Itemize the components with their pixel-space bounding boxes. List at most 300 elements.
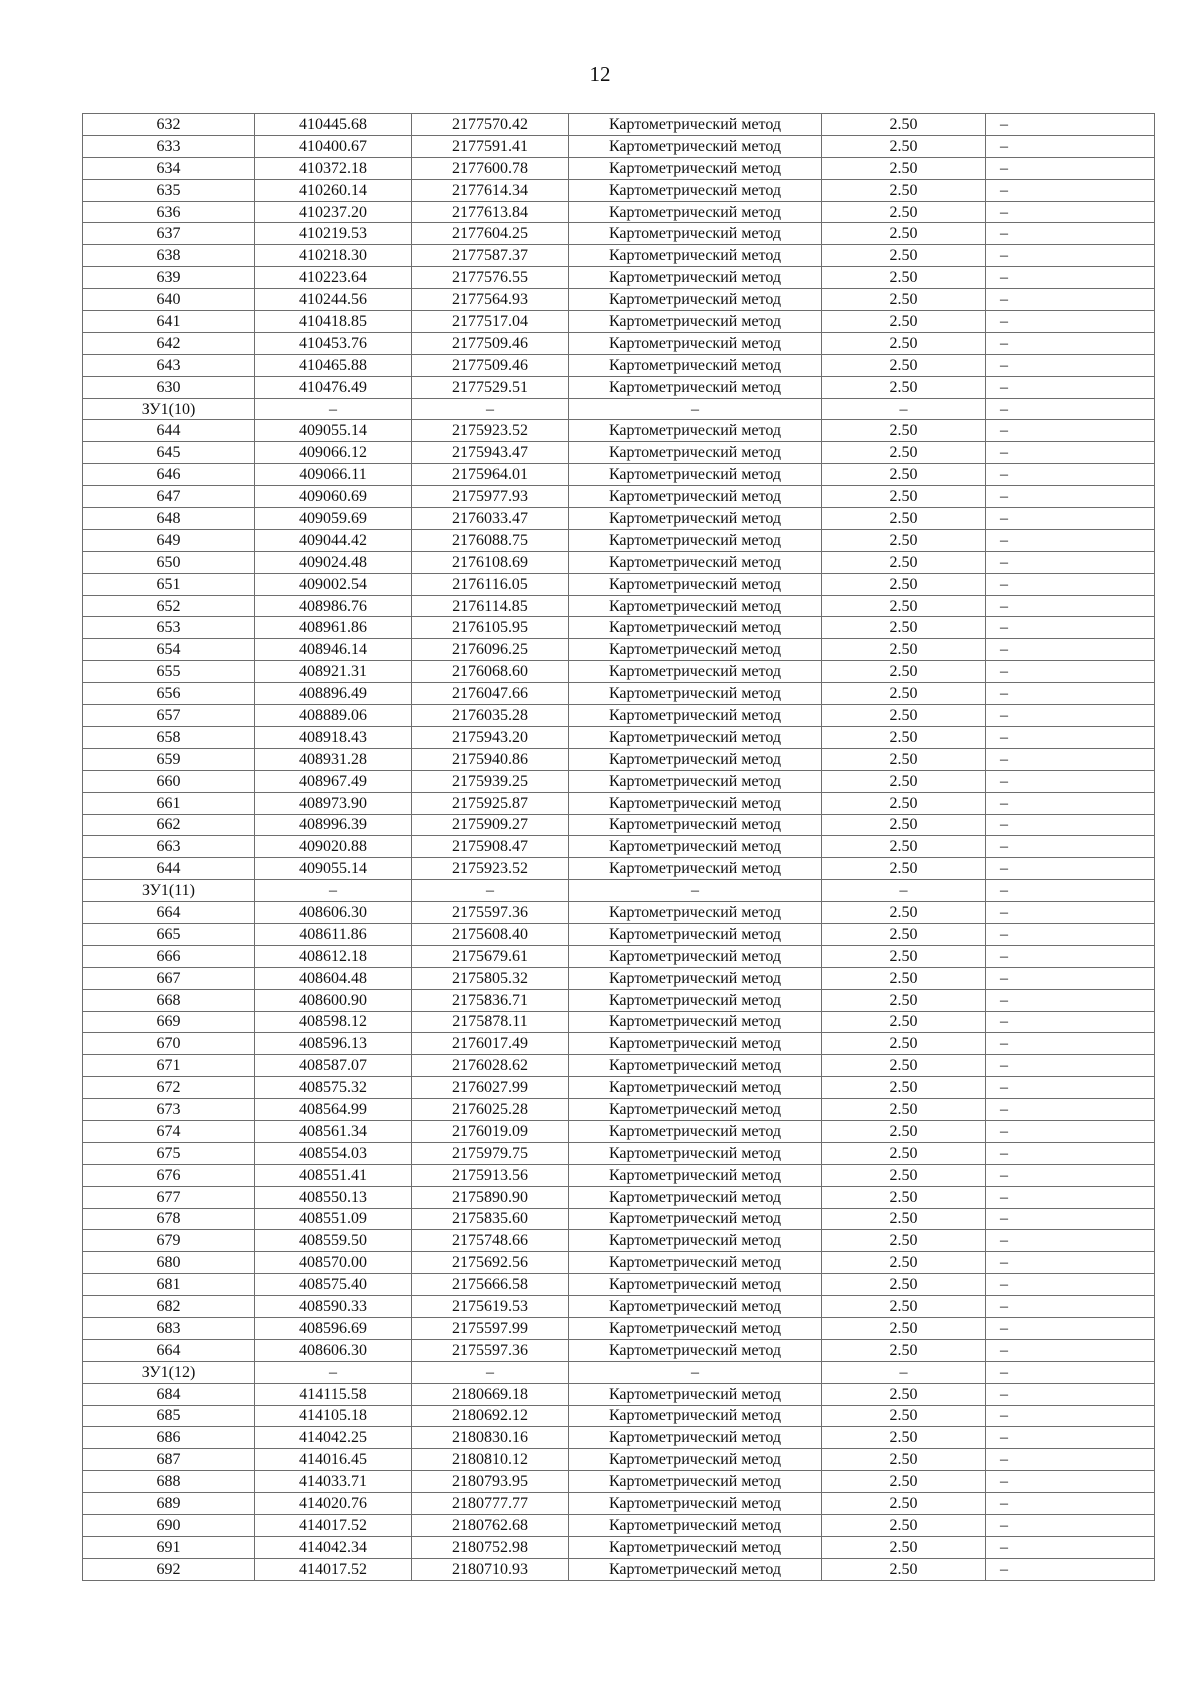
table-row: [83, 748, 1155, 770]
point-number-cell: 649: [83, 529, 255, 551]
note-cell: –: [986, 201, 1155, 223]
y-cell: 2175608.40: [412, 923, 569, 945]
accuracy-cell: 2.50: [822, 1230, 986, 1252]
point-number-cell: 677: [83, 1186, 255, 1208]
y-cell: –: [412, 880, 569, 902]
x-cell: 410445.68: [255, 114, 412, 136]
y-cell: 2177564.93: [412, 289, 569, 311]
accuracy-cell: 2.50: [822, 289, 986, 311]
accuracy-cell: 2.50: [822, 836, 986, 858]
method-cell: Картометрический метод: [569, 114, 822, 136]
method-cell: Картометрический метод: [569, 1099, 822, 1121]
accuracy-cell: 2.50: [822, 792, 986, 814]
method-cell: Картометрический метод: [569, 1164, 822, 1186]
accuracy-cell: 2.50: [822, 332, 986, 354]
table-row: [83, 289, 1155, 311]
method-cell: Картометрический метод: [569, 1405, 822, 1427]
x-cell: 408946.14: [255, 639, 412, 661]
note-cell: –: [986, 1208, 1155, 1230]
method-cell: Картометрический метод: [569, 551, 822, 573]
x-cell: 409002.54: [255, 573, 412, 595]
y-cell: 2176027.99: [412, 1077, 569, 1099]
y-cell: 2180830.16: [412, 1427, 569, 1449]
accuracy-cell: 2.50: [822, 464, 986, 486]
method-cell: Картометрический метод: [569, 245, 822, 267]
note-cell: –: [986, 311, 1155, 333]
note-cell: –: [986, 1361, 1155, 1383]
note-cell: –: [986, 858, 1155, 880]
y-cell: 2175964.01: [412, 464, 569, 486]
x-cell: 408973.90: [255, 792, 412, 814]
y-cell: 2177570.42: [412, 114, 569, 136]
y-cell: –: [412, 398, 569, 420]
method-cell: Картометрический метод: [569, 1077, 822, 1099]
point-number-cell: 678: [83, 1208, 255, 1230]
x-cell: 410476.49: [255, 376, 412, 398]
table-row: [83, 1230, 1155, 1252]
table-row: [83, 1405, 1155, 1427]
y-cell: 2180710.93: [412, 1558, 569, 1580]
table-row: [83, 683, 1155, 705]
point-number-cell: 676: [83, 1164, 255, 1186]
coordinates-table: [82, 113, 1155, 1581]
table-row: [83, 573, 1155, 595]
accuracy-cell: 2.50: [822, 1339, 986, 1361]
accuracy-cell: 2.50: [822, 1536, 986, 1558]
accuracy-cell: 2.50: [822, 1252, 986, 1274]
table-row: [83, 1208, 1155, 1230]
note-cell: –: [986, 836, 1155, 858]
method-cell: Картометрический метод: [569, 770, 822, 792]
point-number-cell: 657: [83, 705, 255, 727]
table-row: [83, 311, 1155, 333]
x-cell: 409055.14: [255, 858, 412, 880]
accuracy-cell: 2.50: [822, 442, 986, 464]
note-cell: –: [986, 705, 1155, 727]
table-row: [83, 529, 1155, 551]
point-number-cell: 639: [83, 267, 255, 289]
x-cell: 408606.30: [255, 1339, 412, 1361]
point-number-cell: 632: [83, 114, 255, 136]
note-cell: –: [986, 617, 1155, 639]
x-cell: 414017.52: [255, 1515, 412, 1537]
x-cell: 414042.25: [255, 1427, 412, 1449]
note-cell: –: [986, 1296, 1155, 1318]
x-cell: 408896.49: [255, 683, 412, 705]
method-cell: Картометрический метод: [569, 902, 822, 924]
x-cell: 410372.18: [255, 157, 412, 179]
y-cell: 2177529.51: [412, 376, 569, 398]
page-number: 12: [589, 62, 611, 86]
accuracy-cell: 2.50: [822, 1449, 986, 1471]
table-row: [83, 1471, 1155, 1493]
table-row: [83, 705, 1155, 727]
accuracy-cell: 2.50: [822, 1493, 986, 1515]
method-cell: Картометрический метод: [569, 508, 822, 530]
y-cell: 2175597.36: [412, 1339, 569, 1361]
accuracy-cell: 2.50: [822, 135, 986, 157]
table-row: [83, 376, 1155, 398]
method-cell: Картометрический метод: [569, 223, 822, 245]
accuracy-cell: 2.50: [822, 179, 986, 201]
section-row: [83, 1361, 1155, 1383]
y-cell: 2177604.25: [412, 223, 569, 245]
note-cell: –: [986, 332, 1155, 354]
table-row: [83, 1296, 1155, 1318]
note-cell: –: [986, 639, 1155, 661]
method-cell: Картометрический метод: [569, 135, 822, 157]
accuracy-cell: 2.50: [822, 858, 986, 880]
accuracy-cell: 2.50: [822, 1033, 986, 1055]
y-cell: 2175619.53: [412, 1296, 569, 1318]
y-cell: 2177614.34: [412, 179, 569, 201]
point-number-cell: 663: [83, 836, 255, 858]
point-number-cell: 630: [83, 376, 255, 398]
table-row: [83, 1536, 1155, 1558]
point-number-cell: 691: [83, 1536, 255, 1558]
note-cell: –: [986, 792, 1155, 814]
note-cell: –: [986, 289, 1155, 311]
accuracy-cell: 2.50: [822, 639, 986, 661]
note-cell: –: [986, 1011, 1155, 1033]
accuracy-cell: 2.50: [822, 1011, 986, 1033]
x-cell: 408918.43: [255, 726, 412, 748]
point-number-cell: 674: [83, 1120, 255, 1142]
y-cell: 2176108.69: [412, 551, 569, 573]
point-number-cell: 689: [83, 1493, 255, 1515]
point-number-cell: 651: [83, 573, 255, 595]
y-cell: 2176025.28: [412, 1099, 569, 1121]
table-row: [83, 1427, 1155, 1449]
note-cell: –: [986, 135, 1155, 157]
x-cell: 410400.67: [255, 135, 412, 157]
y-cell: 2175939.25: [412, 770, 569, 792]
table-row: [83, 1055, 1155, 1077]
method-cell: Картометрический метод: [569, 1011, 822, 1033]
note-cell: –: [986, 398, 1155, 420]
x-cell: 408550.13: [255, 1186, 412, 1208]
method-cell: Картометрический метод: [569, 179, 822, 201]
x-cell: 410237.20: [255, 201, 412, 223]
y-cell: 2177600.78: [412, 157, 569, 179]
point-number-cell: 644: [83, 858, 255, 880]
method-cell: Картометрический метод: [569, 332, 822, 354]
method-cell: –: [569, 398, 822, 420]
y-cell: 2180762.68: [412, 1515, 569, 1537]
accuracy-cell: 2.50: [822, 1186, 986, 1208]
accuracy-cell: 2.50: [822, 1317, 986, 1339]
method-cell: Картометрический метод: [569, 1274, 822, 1296]
point-number-cell: 660: [83, 770, 255, 792]
point-number-cell: 681: [83, 1274, 255, 1296]
note-cell: –: [986, 1252, 1155, 1274]
x-cell: 410418.85: [255, 311, 412, 333]
accuracy-cell: 2.50: [822, 1515, 986, 1537]
method-cell: Картометрический метод: [569, 354, 822, 376]
y-cell: 2175597.36: [412, 902, 569, 924]
accuracy-cell: 2.50: [822, 114, 986, 136]
table-row: [83, 770, 1155, 792]
y-cell: 2175666.58: [412, 1274, 569, 1296]
y-cell: 2176035.28: [412, 705, 569, 727]
y-cell: 2175909.27: [412, 814, 569, 836]
method-cell: Картометрический метод: [569, 289, 822, 311]
table-row: [83, 223, 1155, 245]
x-cell: 408587.07: [255, 1055, 412, 1077]
method-cell: Картометрический метод: [569, 858, 822, 880]
method-cell: Картометрический метод: [569, 661, 822, 683]
x-cell: –: [255, 398, 412, 420]
note-cell: –: [986, 1536, 1155, 1558]
table-row: [83, 135, 1155, 157]
point-number-cell: 668: [83, 989, 255, 1011]
table-row: [83, 1339, 1155, 1361]
point-number-cell: 637: [83, 223, 255, 245]
point-number-cell: 644: [83, 420, 255, 442]
point-number-cell: 685: [83, 1405, 255, 1427]
point-number-cell: 643: [83, 354, 255, 376]
point-number-cell: 640: [83, 289, 255, 311]
y-cell: 2176068.60: [412, 661, 569, 683]
accuracy-cell: 2.50: [822, 1405, 986, 1427]
note-cell: –: [986, 1471, 1155, 1493]
y-cell: 2180810.12: [412, 1449, 569, 1471]
table-row: [83, 245, 1155, 267]
point-number-cell: 673: [83, 1099, 255, 1121]
accuracy-cell: 2.50: [822, 267, 986, 289]
accuracy-cell: 2.50: [822, 223, 986, 245]
note-cell: –: [986, 1186, 1155, 1208]
point-number-cell: 653: [83, 617, 255, 639]
x-cell: 409060.69: [255, 486, 412, 508]
y-cell: 2176116.05: [412, 573, 569, 595]
point-number-cell: 688: [83, 1471, 255, 1493]
x-cell: 414105.18: [255, 1405, 412, 1427]
table-row: [83, 1164, 1155, 1186]
note-cell: –: [986, 376, 1155, 398]
table-row: [83, 858, 1155, 880]
method-cell: Картометрический метод: [569, 1186, 822, 1208]
y-cell: 2177509.46: [412, 354, 569, 376]
method-cell: Картометрический метод: [569, 945, 822, 967]
y-cell: –: [412, 1361, 569, 1383]
accuracy-cell: 2.50: [822, 245, 986, 267]
method-cell: Картометрический метод: [569, 1471, 822, 1493]
point-number-cell: 662: [83, 814, 255, 836]
table-row: [83, 1449, 1155, 1471]
y-cell: 2175835.60: [412, 1208, 569, 1230]
note-cell: –: [986, 245, 1155, 267]
table-row: [83, 967, 1155, 989]
x-cell: 409066.11: [255, 464, 412, 486]
accuracy-cell: 2.50: [822, 595, 986, 617]
y-cell: 2180752.98: [412, 1536, 569, 1558]
note-cell: –: [986, 1120, 1155, 1142]
accuracy-cell: 2.50: [822, 1427, 986, 1449]
point-number-cell: 675: [83, 1142, 255, 1164]
table-row: [83, 1383, 1155, 1405]
x-cell: 409055.14: [255, 420, 412, 442]
point-number-cell: 669: [83, 1011, 255, 1033]
note-cell: –: [986, 1274, 1155, 1296]
x-cell: 408570.00: [255, 1252, 412, 1274]
method-cell: Картометрический метод: [569, 1383, 822, 1405]
note-cell: –: [986, 661, 1155, 683]
point-number-cell: 634: [83, 157, 255, 179]
accuracy-cell: –: [822, 880, 986, 902]
x-cell: 409024.48: [255, 551, 412, 573]
note-cell: –: [986, 573, 1155, 595]
x-cell: 408996.39: [255, 814, 412, 836]
accuracy-cell: 2.50: [822, 814, 986, 836]
x-cell: 408889.06: [255, 705, 412, 727]
x-cell: 410260.14: [255, 179, 412, 201]
y-cell: 2175913.56: [412, 1164, 569, 1186]
method-cell: Картометрический метод: [569, 1515, 822, 1537]
method-cell: Картометрический метод: [569, 157, 822, 179]
accuracy-cell: 2.50: [822, 1099, 986, 1121]
point-number-cell: 686: [83, 1427, 255, 1449]
method-cell: Картометрический метод: [569, 420, 822, 442]
y-cell: 2175943.20: [412, 726, 569, 748]
note-cell: –: [986, 880, 1155, 902]
y-cell: 2176047.66: [412, 683, 569, 705]
method-cell: Картометрический метод: [569, 617, 822, 639]
x-cell: 410218.30: [255, 245, 412, 267]
method-cell: Картометрический метод: [569, 836, 822, 858]
note-cell: –: [986, 683, 1155, 705]
point-number-cell: 654: [83, 639, 255, 661]
method-cell: Картометрический метод: [569, 1252, 822, 1274]
x-cell: 414042.34: [255, 1536, 412, 1558]
y-cell: 2175943.47: [412, 442, 569, 464]
section-row: [83, 398, 1155, 420]
y-cell: 2175925.87: [412, 792, 569, 814]
y-cell: 2175597.99: [412, 1317, 569, 1339]
x-cell: 408598.12: [255, 1011, 412, 1033]
table-row: [83, 1274, 1155, 1296]
note-cell: –: [986, 1449, 1155, 1471]
y-cell: 2175836.71: [412, 989, 569, 1011]
table-row: [83, 661, 1155, 683]
method-cell: Картометрический метод: [569, 705, 822, 727]
note-cell: –: [986, 1142, 1155, 1164]
y-cell: 2176033.47: [412, 508, 569, 530]
method-cell: Картометрический метод: [569, 1296, 822, 1318]
method-cell: Картометрический метод: [569, 1142, 822, 1164]
note-cell: –: [986, 486, 1155, 508]
y-cell: 2175890.90: [412, 1186, 569, 1208]
point-number-cell: 680: [83, 1252, 255, 1274]
point-number-cell: 687: [83, 1449, 255, 1471]
accuracy-cell: 2.50: [822, 1055, 986, 1077]
note-cell: –: [986, 179, 1155, 201]
accuracy-cell: 2.50: [822, 1208, 986, 1230]
y-cell: 2176028.62: [412, 1055, 569, 1077]
accuracy-cell: 2.50: [822, 748, 986, 770]
table-row: [83, 836, 1155, 858]
table-row: [83, 989, 1155, 1011]
y-cell: 2180669.18: [412, 1383, 569, 1405]
point-number-cell: 672: [83, 1077, 255, 1099]
note-cell: –: [986, 902, 1155, 924]
note-cell: –: [986, 1099, 1155, 1121]
table-row: [83, 595, 1155, 617]
note-cell: –: [986, 814, 1155, 836]
point-number-cell: 650: [83, 551, 255, 573]
accuracy-cell: 2.50: [822, 1142, 986, 1164]
x-cell: 414033.71: [255, 1471, 412, 1493]
x-cell: 408611.86: [255, 923, 412, 945]
method-cell: Картометрический метод: [569, 1427, 822, 1449]
accuracy-cell: 2.50: [822, 661, 986, 683]
x-cell: 408604.48: [255, 967, 412, 989]
point-number-cell: 636: [83, 201, 255, 223]
x-cell: 408590.33: [255, 1296, 412, 1318]
point-number-cell: 667: [83, 967, 255, 989]
y-cell: 2177587.37: [412, 245, 569, 267]
point-number-cell: 684: [83, 1383, 255, 1405]
accuracy-cell: 2.50: [822, 201, 986, 223]
x-cell: 408559.50: [255, 1230, 412, 1252]
table-row: [83, 1120, 1155, 1142]
x-cell: 408596.69: [255, 1317, 412, 1339]
x-cell: 408551.09: [255, 1208, 412, 1230]
note-cell: –: [986, 1055, 1155, 1077]
method-cell: Картометрический метод: [569, 1536, 822, 1558]
table-row: [83, 726, 1155, 748]
method-cell: Картометрический метод: [569, 1339, 822, 1361]
method-cell: Картометрический метод: [569, 748, 822, 770]
table-row: [83, 1011, 1155, 1033]
point-number-cell: 648: [83, 508, 255, 530]
table-row: [83, 902, 1155, 924]
accuracy-cell: 2.50: [822, 1274, 986, 1296]
table-row: [83, 420, 1155, 442]
note-cell: –: [986, 1339, 1155, 1361]
accuracy-cell: 2.50: [822, 902, 986, 924]
method-cell: Картометрический метод: [569, 376, 822, 398]
note-cell: –: [986, 1077, 1155, 1099]
method-cell: Картометрический метод: [569, 529, 822, 551]
x-cell: 408606.30: [255, 902, 412, 924]
y-cell: 2175692.56: [412, 1252, 569, 1274]
accuracy-cell: –: [822, 1361, 986, 1383]
note-cell: –: [986, 1230, 1155, 1252]
accuracy-cell: 2.50: [822, 705, 986, 727]
accuracy-cell: 2.50: [822, 1383, 986, 1405]
x-cell: 410219.53: [255, 223, 412, 245]
x-cell: 408931.28: [255, 748, 412, 770]
point-number-cell: 645: [83, 442, 255, 464]
accuracy-cell: 2.50: [822, 1077, 986, 1099]
x-cell: 410223.64: [255, 267, 412, 289]
table-row: [83, 923, 1155, 945]
method-cell: –: [569, 1361, 822, 1383]
table-row: [83, 551, 1155, 573]
method-cell: Картометрический метод: [569, 1120, 822, 1142]
note-cell: –: [986, 223, 1155, 245]
note-cell: –: [986, 1383, 1155, 1405]
point-number-cell: 652: [83, 595, 255, 617]
table-row: [83, 1077, 1155, 1099]
accuracy-cell: 2.50: [822, 486, 986, 508]
coordinates-table-body: [83, 114, 1155, 1581]
point-number-cell: 661: [83, 792, 255, 814]
x-cell: 408554.03: [255, 1142, 412, 1164]
table-row: [83, 179, 1155, 201]
method-cell: Картометрический метод: [569, 1208, 822, 1230]
